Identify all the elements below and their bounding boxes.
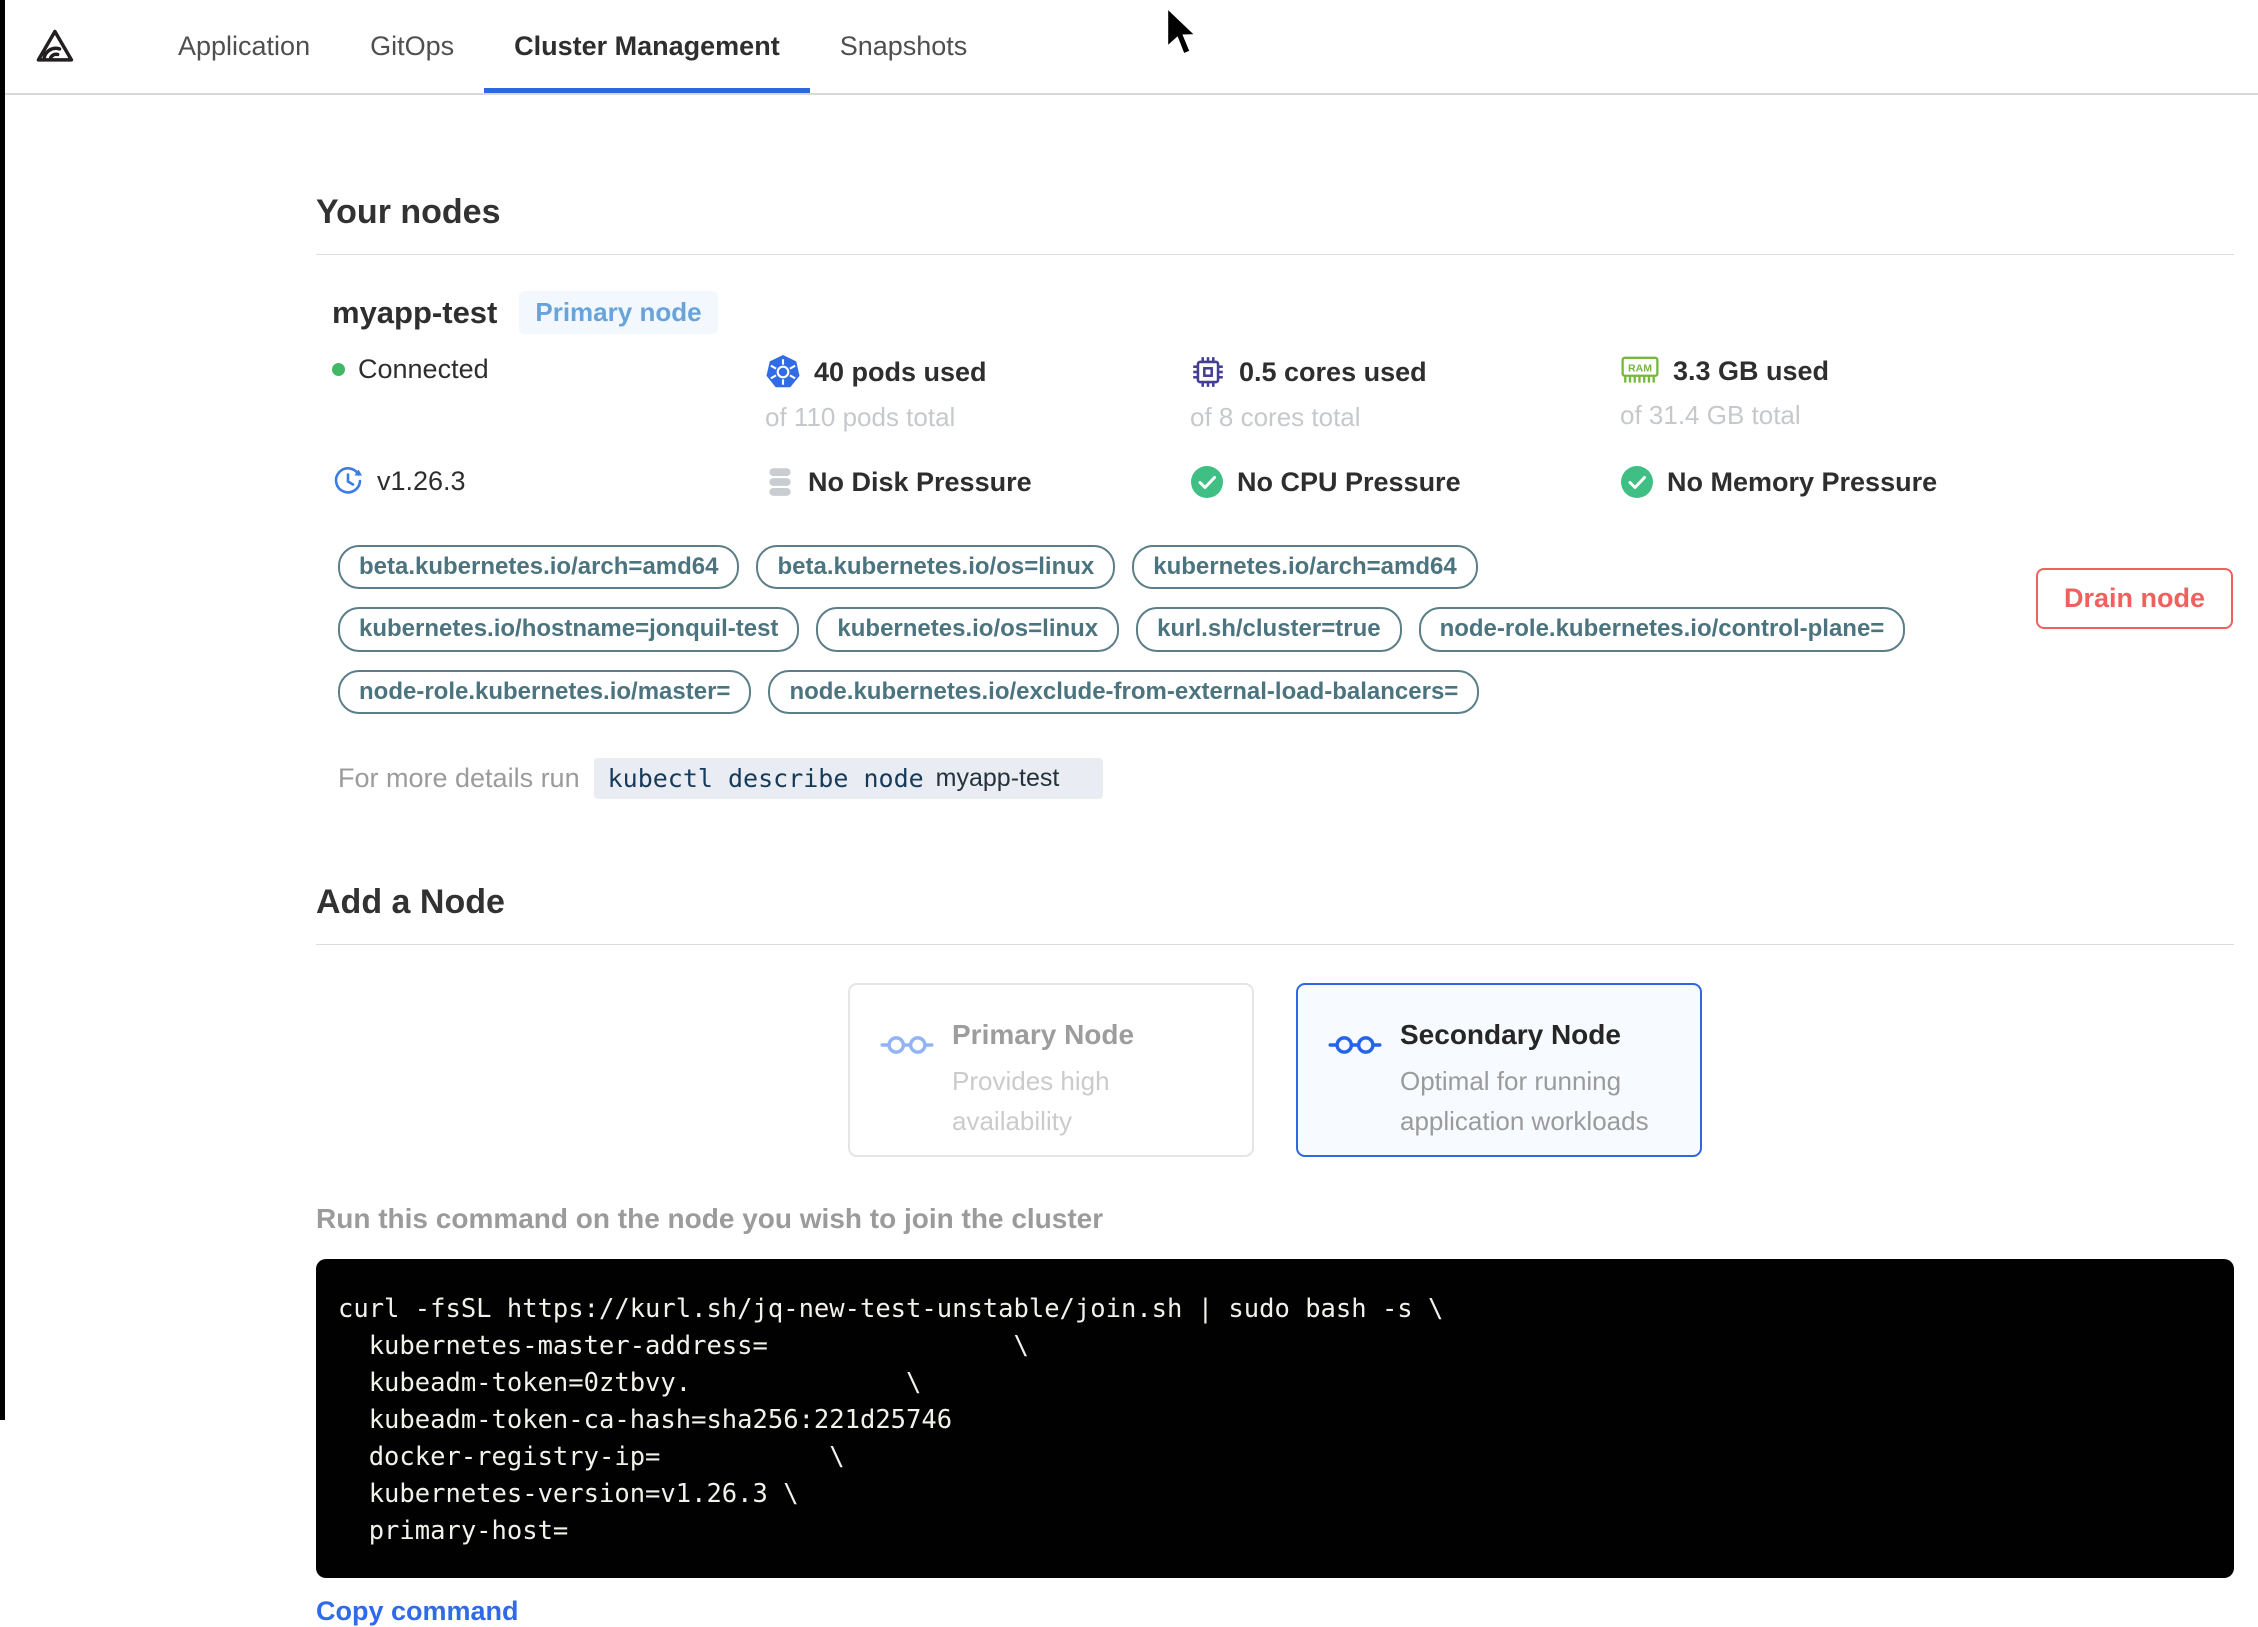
memory-used-label: 3.3 GB used xyxy=(1673,355,1830,386)
memory-total-label: of 31.4 GB total xyxy=(1620,400,1801,430)
disk-icon xyxy=(765,465,795,499)
tab-cluster-management[interactable]: Cluster Management xyxy=(484,0,810,93)
secondary-node-option-subtitle: Optimal for running application workloads xyxy=(1400,1066,1649,1137)
secondary-node-option-title: Secondary Node xyxy=(1400,1019,1621,1051)
cores-total-label: of 8 cores total xyxy=(1190,402,1361,432)
describe-command: kubectl describe node xyxy=(607,764,924,794)
node-label-pill: beta.kubernetes.io/arch=amd64 xyxy=(338,545,739,589)
join-command-line: docker-registry-ip= \ xyxy=(338,1442,845,1473)
cores-used-label: 0.5 cores used xyxy=(1239,356,1427,387)
your-nodes-title: Your nodes xyxy=(316,193,501,231)
join-command-block xyxy=(316,1259,2234,1578)
node-type-options xyxy=(316,983,2234,1157)
cpu-pressure xyxy=(1190,465,1620,499)
node-label-pill: beta.kubernetes.io/os=linux xyxy=(756,545,1115,589)
node-label-pill: kubernetes.io/arch=amd64 xyxy=(1132,545,1477,589)
tab-snapshots[interactable]: Snapshots xyxy=(839,31,968,61)
primary-node-option-subtitle: Provides high availability xyxy=(952,1066,1110,1137)
join-command-line: kubeadm-token=0ztbvy. \ xyxy=(338,1368,922,1399)
pods-stat xyxy=(765,354,1190,433)
node-pair-icon xyxy=(880,1031,934,1059)
node-status-label: Connected xyxy=(358,354,489,384)
tab-application[interactable]: Application xyxy=(178,31,311,61)
nav-tabs xyxy=(148,0,997,93)
node-card xyxy=(316,291,2234,799)
add-node-section xyxy=(316,883,2234,1627)
node-labels xyxy=(338,545,1918,714)
node-label-pill: kubernetes.io/hostname=jonquil-test xyxy=(338,607,799,651)
cores-stat xyxy=(1190,354,1620,433)
join-command-line: kubeadm-token-ca-hash=sha256:221d25746 xyxy=(338,1405,953,1436)
pods-total-label: of 110 pods total xyxy=(765,402,956,432)
check-circle-icon xyxy=(1620,465,1654,499)
cpu-icon xyxy=(1190,354,1226,390)
join-instruction: Run this command on the node you wish to join the cluster xyxy=(316,1203,1104,1235)
top-nav xyxy=(0,0,2258,95)
section-divider xyxy=(316,254,2234,255)
window-edge xyxy=(0,0,5,1420)
disk-pressure-label: No Disk Pressure xyxy=(808,466,1032,497)
describe-command-chip xyxy=(594,758,1104,799)
node-stats xyxy=(332,354,2234,499)
node-label-pill: kurl.sh/cluster=true xyxy=(1136,607,1401,651)
node-status xyxy=(332,354,765,385)
memory-pressure xyxy=(1620,465,2234,499)
drain-node-button[interactable]: Drain node xyxy=(2036,568,2233,629)
details-prefix: For more details run xyxy=(338,763,580,794)
primary-node-badge: Primary node xyxy=(519,291,717,334)
node-label-pill: kubernetes.io/os=linux xyxy=(816,607,1119,651)
your-nodes-section xyxy=(316,193,2234,799)
node-version xyxy=(332,465,765,497)
node-label-pill: node-role.kubernetes.io/control-plane= xyxy=(1419,607,1906,651)
version-icon xyxy=(332,465,364,497)
cpu-pressure-label: No CPU Pressure xyxy=(1237,466,1461,497)
kubernetes-icon xyxy=(765,354,801,390)
describe-command-node: myapp-test xyxy=(935,764,1060,793)
primary-node-option[interactable] xyxy=(848,983,1254,1157)
copy-command-link[interactable]: Copy command xyxy=(316,1596,519,1627)
connected-dot-icon xyxy=(332,363,345,376)
node-name: myapp-test xyxy=(332,294,498,330)
join-command-line: curl -fsSL https://kurl.sh/jq-new-test-unstable/join.sh | sudo bash -s \ xyxy=(338,1294,1444,1325)
details-row xyxy=(338,758,2234,799)
disk-pressure xyxy=(765,465,1190,499)
check-circle-icon xyxy=(1190,465,1224,499)
node-version-label: v1.26.3 xyxy=(377,465,466,496)
node-pair-icon xyxy=(1328,1031,1382,1059)
main-content xyxy=(0,95,2258,1627)
ram-icon xyxy=(1620,354,1660,388)
app-logo-icon xyxy=(32,26,76,70)
node-label-pill: node-role.kubernetes.io/master= xyxy=(338,670,751,714)
tab-gitops[interactable]: GitOps xyxy=(370,31,455,61)
memory-pressure-label: No Memory Pressure xyxy=(1667,466,1938,497)
primary-node-option-title: Primary Node xyxy=(952,1019,1135,1051)
join-command-line: kubernetes-version=v1.26.3 \ xyxy=(338,1479,799,1510)
add-node-title: Add a Node xyxy=(316,883,505,922)
secondary-node-option[interactable] xyxy=(1296,983,1702,1157)
node-label-pill: node.kubernetes.io/exclude-from-external-load-balancers= xyxy=(768,670,1479,714)
svg-text:RAM: RAM xyxy=(1628,362,1652,375)
join-command-line: kubernetes-master-address= \ xyxy=(338,1331,1029,1362)
join-command-line: primary-host= xyxy=(338,1516,569,1547)
pods-used-label: 40 pods used xyxy=(814,356,987,387)
memory-stat xyxy=(1620,354,2234,431)
section-divider xyxy=(316,944,2234,945)
